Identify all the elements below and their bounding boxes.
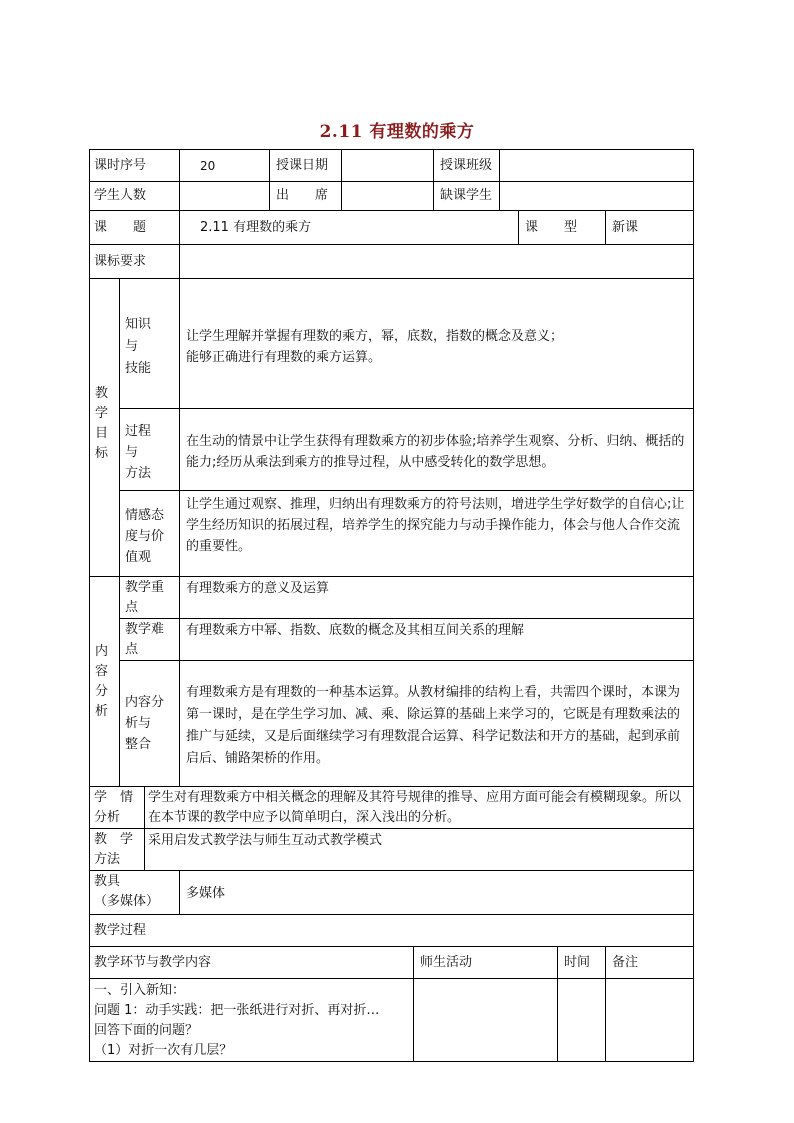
key-point-label: 教学重 点 (125, 580, 165, 615)
col-divider (179, 870, 180, 915)
table-border (89, 149, 90, 1062)
col-divider (605, 210, 606, 245)
process-header-activity: 师生活动 (420, 955, 473, 970)
process-text: 在生动的情景中让学生获得有理数乘方的初步体验;培养学生观察、分析、归纳、概括的能力;经历从乘法到乘方的推导过程，从中感受转化的数学思想。 (186, 434, 685, 470)
type-value: 新课 (612, 220, 639, 235)
col-divider (433, 149, 434, 211)
date-label: 授课日期 (276, 158, 329, 173)
row-divider (119, 660, 694, 661)
difficulty-text: 有理数乘方中幂、指数、底数的概念及其相互间关系的理解 (186, 623, 525, 638)
knowledge-label: 知识 与 技能 (125, 317, 152, 376)
content-section-label: 内 容 分 析 (95, 644, 109, 719)
col-divider (499, 149, 500, 211)
standard-label: 课标要求 (94, 254, 147, 269)
situation-label: 学 情 分析 (94, 790, 134, 825)
col-divider (269, 149, 270, 211)
col-divider (144, 786, 145, 871)
lesson-number-label: 课时序号 (94, 158, 147, 173)
row-divider (89, 978, 694, 979)
process-header-content: 教学环节与教学内容 (94, 955, 212, 970)
col-divider (518, 210, 519, 245)
row-divider (119, 618, 694, 619)
type-label: 课 型 (525, 220, 578, 235)
process-header-time: 时间 (564, 955, 591, 970)
method-label: 教 学 方法 (94, 832, 134, 867)
col-divider (413, 946, 414, 1062)
process-label: 过程 与 方法 (125, 424, 152, 481)
table-border (89, 1061, 694, 1062)
row-divider (89, 946, 694, 947)
goals-section-label: 教 学 目 标 (95, 386, 109, 461)
col-divider (605, 946, 606, 1062)
col-divider (179, 149, 180, 211)
process-title: 教学过程 (94, 923, 147, 938)
row-divider (119, 490, 694, 491)
lesson-number-value: 20 (200, 159, 216, 173)
col-divider (179, 278, 180, 787)
topic-label: 课 题 (94, 220, 147, 235)
analysis-label: 内容分 析与 整合 (125, 695, 165, 752)
col-divider (119, 278, 120, 787)
col-divider (179, 244, 180, 279)
col-divider (557, 946, 558, 1062)
process-header-note: 备注 (612, 955, 639, 970)
table-border (693, 149, 694, 1062)
class-label: 授课班级 (440, 158, 493, 173)
emotion-text: 让学生通过观察、推理，归纳出有理数乘方的符号法则，增进学生学好数学的自信心;让学生经历知识的拓展过程，培养学生的探究能力与动手操作能力，体会与他人合作交流的重要性。 (186, 497, 685, 554)
row-divider (119, 408, 694, 409)
difficulty-label: 教学难 点 (125, 622, 165, 657)
situation-text: 学生对有理数乘方中相关概念的理解及其符号规律的推导、应用方面可能会有模糊现象。所以在本节课的教学中应予以简单明白，深入浅出的分析。 (148, 790, 682, 825)
row-divider (89, 828, 694, 829)
topic-value: 2.11 有理数的乘方 (200, 220, 312, 235)
analysis-text: 有理数乘方是有理数的一种基本运算。从教材编排的结构上看，共需四个课时，本课为第一课时，是在学生学习加、减、乘、除运算的基础上来学习的，它既是有理数乘法的推广与延续，又是后面继续学习有理数混合运算、科学记数法和开方的基础，起到承前启后、铺路架桥的作用。 (186, 685, 681, 766)
process-content: 一、引入新知： 问题 1：动手实践：把一张纸进行对折、再对折… 回答下面的问题？ （1）对折一次有几层？ (94, 983, 380, 1058)
page-title: 2.11 有理数的乘方 (319, 122, 475, 142)
col-divider (341, 149, 342, 211)
tools-text: 多媒体 (186, 886, 226, 901)
attendance-label: 出 席 (276, 188, 329, 203)
knowledge-text: 让学生理解并掌握有理数的乘方，幂，底数，指数的概念及意义； 能够正确进行有理数的乘方运算。 (186, 329, 564, 365)
method-text: 采用启发式教学法与师生互动式教学模式 (148, 833, 383, 848)
tools-label: 教具 （多媒体） (94, 874, 160, 909)
key-point-text: 有理数乘方的意义及运算 (186, 581, 330, 596)
students-label: 学生人数 (94, 188, 147, 203)
absent-label: 缺课学生 (440, 188, 493, 203)
emotion-label: 情感态 度与价 值观 (125, 508, 165, 565)
col-divider (179, 210, 180, 245)
